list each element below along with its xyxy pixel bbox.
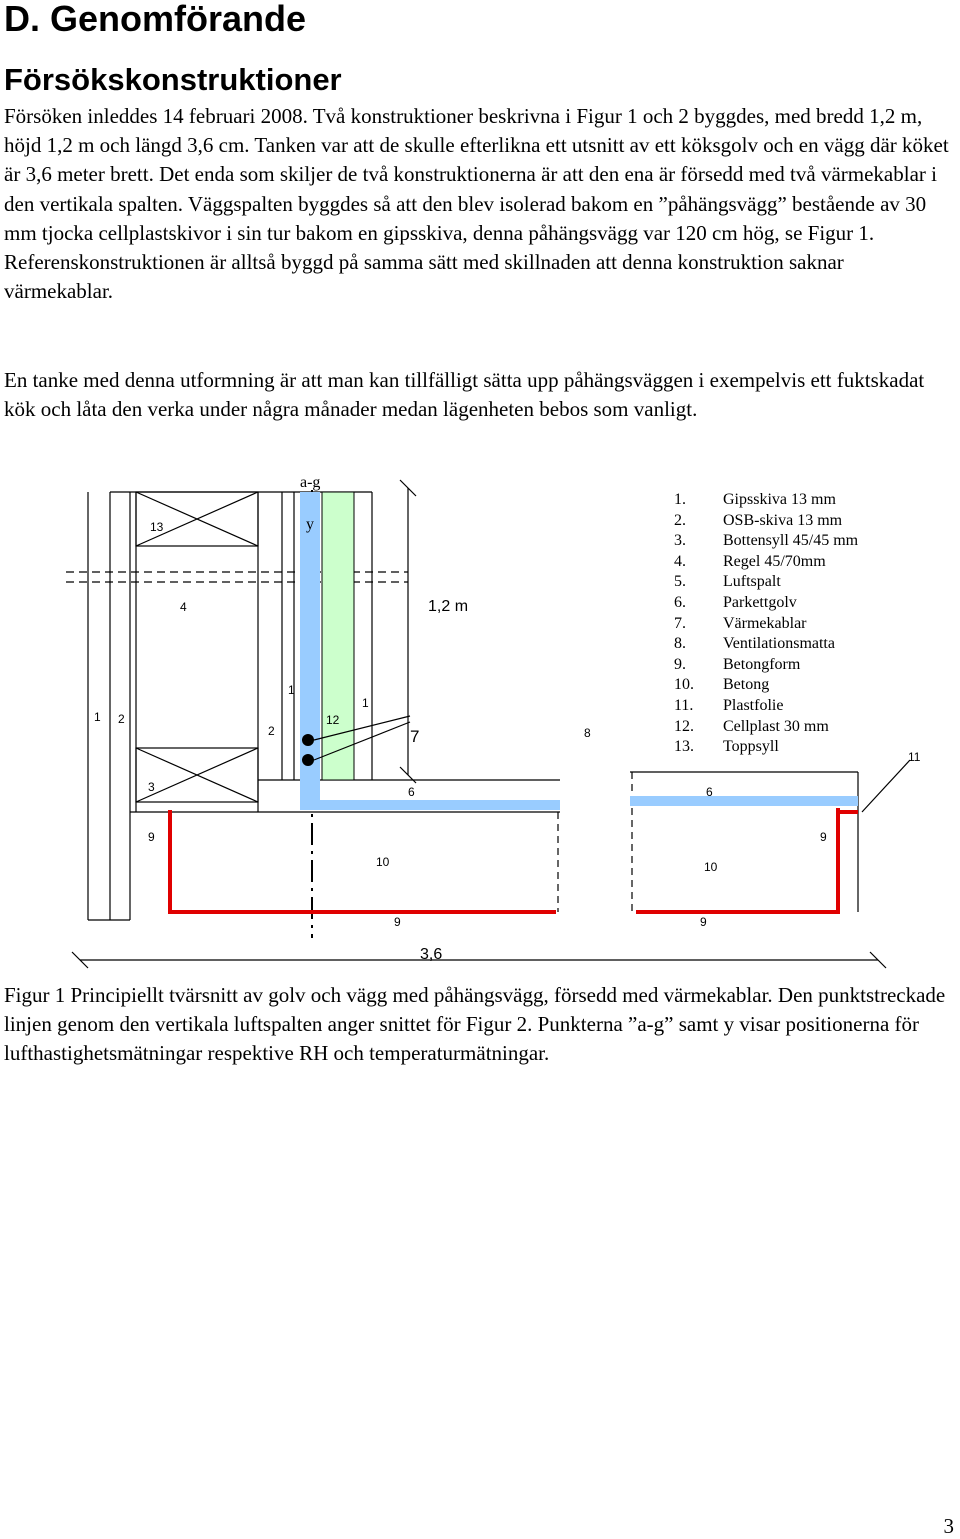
label-3: 3 bbox=[148, 780, 155, 794]
legend-item: 2. OSB-skiva 13 mm bbox=[674, 511, 843, 529]
plastfolie-left bbox=[170, 810, 556, 912]
label-4: 4 bbox=[180, 600, 187, 614]
label-9-bottom-right: 9 bbox=[700, 915, 707, 929]
page-number: 3 bbox=[943, 1514, 954, 1538]
legend-item: 4. Regel 45/70mm bbox=[674, 552, 826, 570]
label-2-inner: 2 bbox=[268, 724, 275, 738]
legend-item: 5. Luftspalt bbox=[674, 573, 781, 591]
label-6-right: 6 bbox=[706, 785, 713, 799]
label-8: 8 bbox=[584, 726, 591, 740]
label-11: 11 bbox=[908, 750, 921, 764]
label-2-outer: 2 bbox=[118, 712, 125, 726]
label-1-pahang: 1 bbox=[362, 696, 369, 710]
label-10-left: 10 bbox=[376, 855, 390, 869]
legend-item: 7. Värmekablar bbox=[674, 614, 807, 632]
label-12: 12 bbox=[326, 713, 340, 727]
label-1-inner: 1 bbox=[288, 683, 295, 697]
legend-item: 11. Plastfolie bbox=[674, 696, 784, 714]
legend-item: 6. Parkettgolv bbox=[674, 593, 797, 611]
legend-item: 10. Betong bbox=[674, 676, 770, 694]
parquet-floor-left bbox=[300, 800, 560, 810]
legend-item: 8. Ventilationsmatta bbox=[674, 635, 835, 653]
legend-item: 3. Bottensyll 45/45 mm bbox=[674, 532, 859, 550]
subsection-title: Försökskonstruktioner bbox=[4, 62, 342, 97]
figure-caption: Figur 1 Principiellt tvärsnitt av golv och vägg med påhängsvägg, försedd med värmekablar. Den punktstreckade linjen genom den vertikala luftspalten anger snittet för Figur 2. Punkterna ”a-g” samt y visar positionerna för lufthastighetsmätningar respektive RH och temperaturmätningar. bbox=[4, 983, 946, 1066]
body-paragraph-2: En tanke med denna utformning är att man kan tillfälligt sätta upp påhängsväggen i exempelvis ett fuktskadat kök och låta den verka under några månader medan lägenheten bebos som vanligt. bbox=[4, 368, 925, 422]
body-paragraph-1: Försöken inleddes 14 februari 2008. Två konstruktioner beskrivna i Figur 1 och 2 byggdes, med bredd 1,2 m, höjd 1,2 m och längd 3,6 cm. Tanken var att de skulle efterlikna ett utsnitt av ett köksgolv och en vägg där köket är 3,6 meter brett. Det enda som skiljer de två konstruktionerna är att den ena är försedd med två värmekablar i den vertikala spalten. Väggspalten byggdes så att den blev isolerad bakom en ”påhängsvägg” bestående av 30 mm tjocka cellplastskivor i sin tur bakom en gipsskiva, denna påhängsvägg var 120 cm hög, se Figur 1. Referenskonstruktionen är alltså byggd på samma sätt med skillnaden att denna konstruktion saknar värmekablar. bbox=[4, 104, 949, 304]
figure-legend bbox=[674, 490, 858, 758]
leader-11 bbox=[862, 760, 910, 812]
section-title: D. Genomförande bbox=[4, 0, 307, 39]
label-10-right: 10 bbox=[704, 860, 718, 874]
label-a-g: a-g bbox=[300, 474, 321, 491]
length-dimension-label: 3,6 bbox=[420, 946, 443, 963]
label-9-right: 9 bbox=[820, 830, 827, 844]
legend-item: 9. Betongform bbox=[674, 655, 801, 673]
label-9-left: 9 bbox=[148, 830, 155, 844]
legend-item: 1. Gipsskiva 13 mm bbox=[674, 491, 836, 508]
parquet-floor-right bbox=[630, 796, 858, 806]
label-6-left: 6 bbox=[408, 785, 415, 799]
legend-item: 13. Toppsyll bbox=[674, 738, 779, 756]
label-1-outer: 1 bbox=[94, 710, 101, 724]
label-9-bottom-left: 9 bbox=[394, 915, 401, 929]
heating-cable-2 bbox=[302, 754, 314, 766]
label-y: y bbox=[306, 516, 314, 533]
height-dimension-label: 1,2 m bbox=[428, 598, 469, 615]
plastfolie-right bbox=[636, 808, 838, 912]
heating-cable-1 bbox=[302, 734, 314, 746]
label-13: 13 bbox=[150, 520, 164, 534]
legend-item: 12. Cellplast 30 mm bbox=[674, 717, 829, 735]
label-7: 7 bbox=[410, 727, 420, 746]
